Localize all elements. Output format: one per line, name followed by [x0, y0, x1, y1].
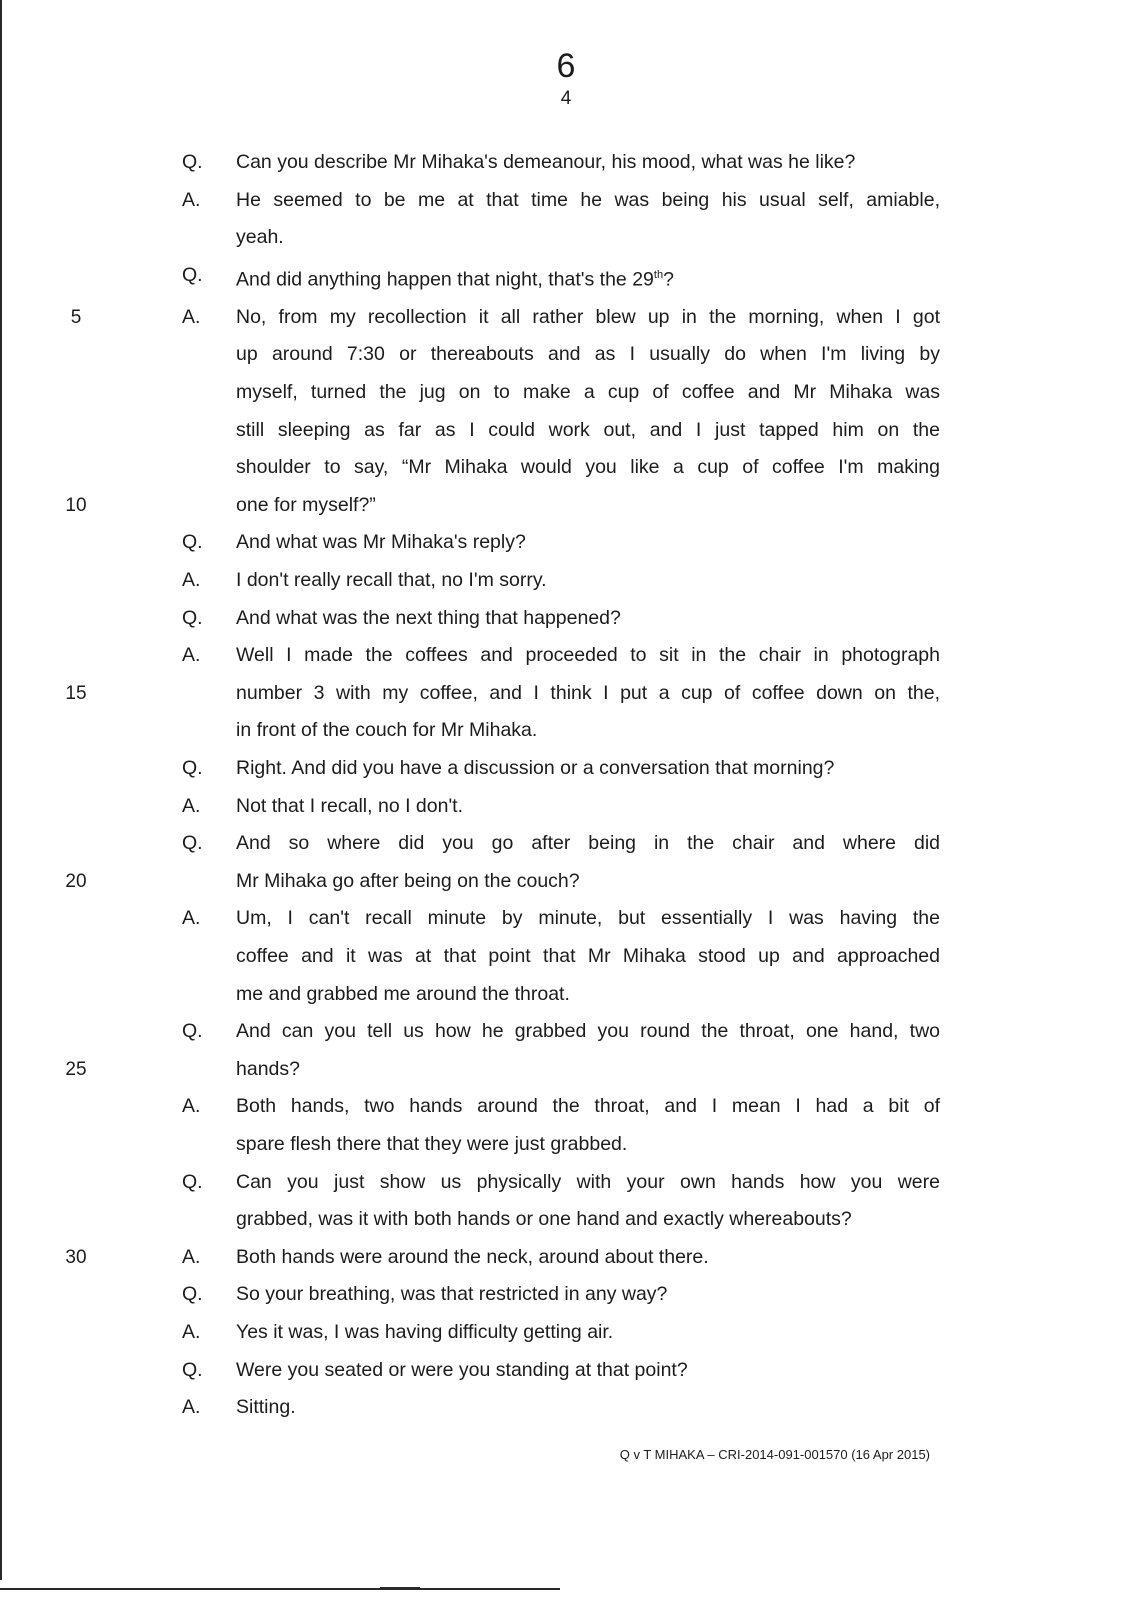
speaker-label: Q. — [182, 531, 203, 554]
ordinal-superscript: th — [653, 268, 664, 281]
transcript-line — [0, 1314, 1132, 1352]
transcript-text: And what was Mr Mihaka's reply? — [236, 531, 526, 554]
transcript-line — [0, 637, 1132, 675]
transcript-line — [0, 412, 1132, 450]
transcript-line — [0, 562, 1132, 600]
speaker-label: A. — [182, 305, 201, 328]
transcript-text: spare flesh there that they were just grabbed. — [236, 1132, 628, 1155]
transcript-line — [0, 182, 1132, 220]
transcript-line — [0, 1164, 1132, 1202]
transcript-text: coffee and it was at that point that Mr Mihaka stood up and approached — [236, 944, 940, 967]
transcript-line — [0, 487, 1132, 525]
transcript-line — [0, 1201, 1132, 1239]
transcript-text: Can you describe Mr Mihaka's demeanour, his mood, what was he like? — [236, 151, 856, 173]
line-number: 10 — [65, 494, 87, 516]
transcript-text: Right. And did you have a discussion or a conversation that morning? — [236, 757, 835, 779]
transcript-line — [0, 449, 1132, 487]
transcript-text: Well I made the coffees and proceeded to sit in the chair in photograph — [236, 644, 940, 667]
transcript-text: shoulder to say, “Mr Mihaka would you like a cup of coffee I'm making — [236, 456, 940, 479]
transcript-line — [0, 675, 1132, 713]
transcript-text: one for myself?” — [236, 493, 376, 516]
transcript-text: Can you just show us physically with your own hands how you were — [236, 1170, 940, 1193]
transcript-text: Yes it was, I was having difficulty getting air. — [236, 1320, 614, 1343]
transcript-text: up around 7:30 or thereabouts and as I usually do when I'm living by — [236, 343, 940, 366]
transcript-text: me and grabbed me around the throat. — [236, 982, 570, 1005]
transcript-line — [0, 219, 1132, 257]
transcript-line — [0, 1013, 1132, 1051]
transcript-line — [0, 863, 1132, 901]
transcript-body — [0, 144, 1132, 1427]
speaker-label: A. — [182, 1320, 201, 1343]
transcript-line — [0, 1276, 1132, 1314]
speaker-label: A. — [182, 569, 201, 592]
transcript-text: And what was the next thing that happened? — [236, 606, 621, 629]
transcript-text: yeah. — [236, 226, 284, 249]
speaker-label: A. — [182, 644, 201, 667]
transcript-text: Both hands, two hands around the throat, and I mean I had a bit of — [236, 1095, 940, 1118]
speaker-label: A. — [182, 794, 201, 817]
transcript-line — [0, 938, 1132, 976]
transcript-text: in front of the couch for Mr Mihaka. — [236, 719, 538, 742]
transcript-text: So your breathing, was that restricted in any way? — [236, 1283, 668, 1306]
speaker-label: Q. — [182, 832, 203, 855]
speaker-label: Q. — [182, 151, 203, 173]
transcript-line — [0, 1126, 1132, 1164]
page-number: 6 — [556, 47, 576, 85]
transcript-line — [0, 1389, 1132, 1427]
speaker-label: A. — [182, 907, 201, 930]
transcript-line — [0, 976, 1132, 1014]
transcript-text: I don't really recall that, no I'm sorry. — [236, 569, 547, 592]
transcript-text: He seemed to be me at that time he was being his usual self, amiable, — [236, 188, 940, 211]
transcript-text: Not that I recall, no I don't. — [236, 794, 464, 817]
transcript-text — [236, 257, 940, 299]
speaker-label: A. — [182, 1396, 201, 1419]
case-reference-footer: Q v T MIHAKA – CRI-2014-091-001570 (16 Apr 2015) — [619, 1447, 930, 1462]
line-number: 20 — [65, 870, 87, 892]
speaker-label: A. — [182, 188, 201, 211]
transcript-line — [0, 299, 1132, 337]
transcript-text: And can you tell us how he grabbed you round the throat, one hand, two — [236, 1020, 940, 1043]
transcript-line — [0, 1352, 1132, 1390]
transcript-text: No, from my recollection it all rather blew up in the morning, when I got — [236, 305, 940, 328]
transcript-line — [0, 825, 1132, 863]
line-number: 5 — [70, 306, 82, 328]
page-sub-number: 4 — [560, 88, 572, 109]
speaker-label: Q. — [182, 1170, 203, 1193]
transcript-line — [0, 750, 1132, 788]
transcript-text: Both hands were around the neck, around about there. — [236, 1245, 709, 1268]
bottom-rule — [0, 1588, 560, 1590]
transcript-text: grabbed, was it with both hands or one hand and exactly whereabouts? — [236, 1208, 852, 1231]
transcript-line — [0, 1088, 1132, 1126]
speaker-label: Q. — [182, 1020, 203, 1043]
transcript-text-suffix: ? — [663, 268, 674, 291]
speaker-label: Q. — [182, 263, 203, 286]
transcript-text: still sleeping as far as I could work out, and I just tapped him on the — [236, 418, 940, 441]
speaker-label: Q. — [182, 606, 203, 629]
transcript-text: number 3 with my coffee, and I think I put a cup of coffee down on the, — [236, 681, 940, 704]
transcript-line — [0, 374, 1132, 412]
transcript-text: Um, I can't recall minute by minute, but essentially I was having the — [236, 907, 940, 930]
line-number: 15 — [65, 682, 87, 704]
transcript-line — [0, 1239, 1132, 1277]
transcript-line — [0, 900, 1132, 938]
transcript-line — [0, 712, 1132, 750]
bottom-rule-fragment — [380, 1587, 420, 1588]
transcript-line — [0, 257, 1132, 299]
transcript-text: And so where did you go after being in the chair and where did — [236, 832, 940, 855]
transcript-text: Sitting. — [236, 1396, 296, 1419]
transcript-text: myself, turned the jug on to make a cup of coffee and Mr Mihaka was — [236, 381, 940, 404]
line-number: 25 — [65, 1058, 87, 1080]
speaker-label: A. — [182, 1095, 201, 1118]
transcript-line — [0, 600, 1132, 638]
speaker-label: Q. — [182, 1283, 203, 1306]
transcript-text-main: And did anything happen that night, that's the 29 — [236, 268, 654, 291]
speaker-label: Q. — [182, 1358, 203, 1381]
speaker-label: A. — [182, 1245, 201, 1268]
transcript-line — [0, 788, 1132, 826]
transcript-line — [0, 336, 1132, 374]
speaker-label: Q. — [182, 757, 203, 779]
transcript-text: Mr Mihaka go after being on the couch? — [236, 869, 580, 892]
transcript-line — [0, 144, 1132, 182]
transcript-text: Were you seated or were you standing at that point? — [236, 1358, 688, 1381]
line-number: 30 — [65, 1246, 87, 1268]
transcript-line — [0, 1051, 1132, 1089]
transcript-line — [0, 524, 1132, 562]
transcript-text: hands? — [236, 1057, 300, 1080]
